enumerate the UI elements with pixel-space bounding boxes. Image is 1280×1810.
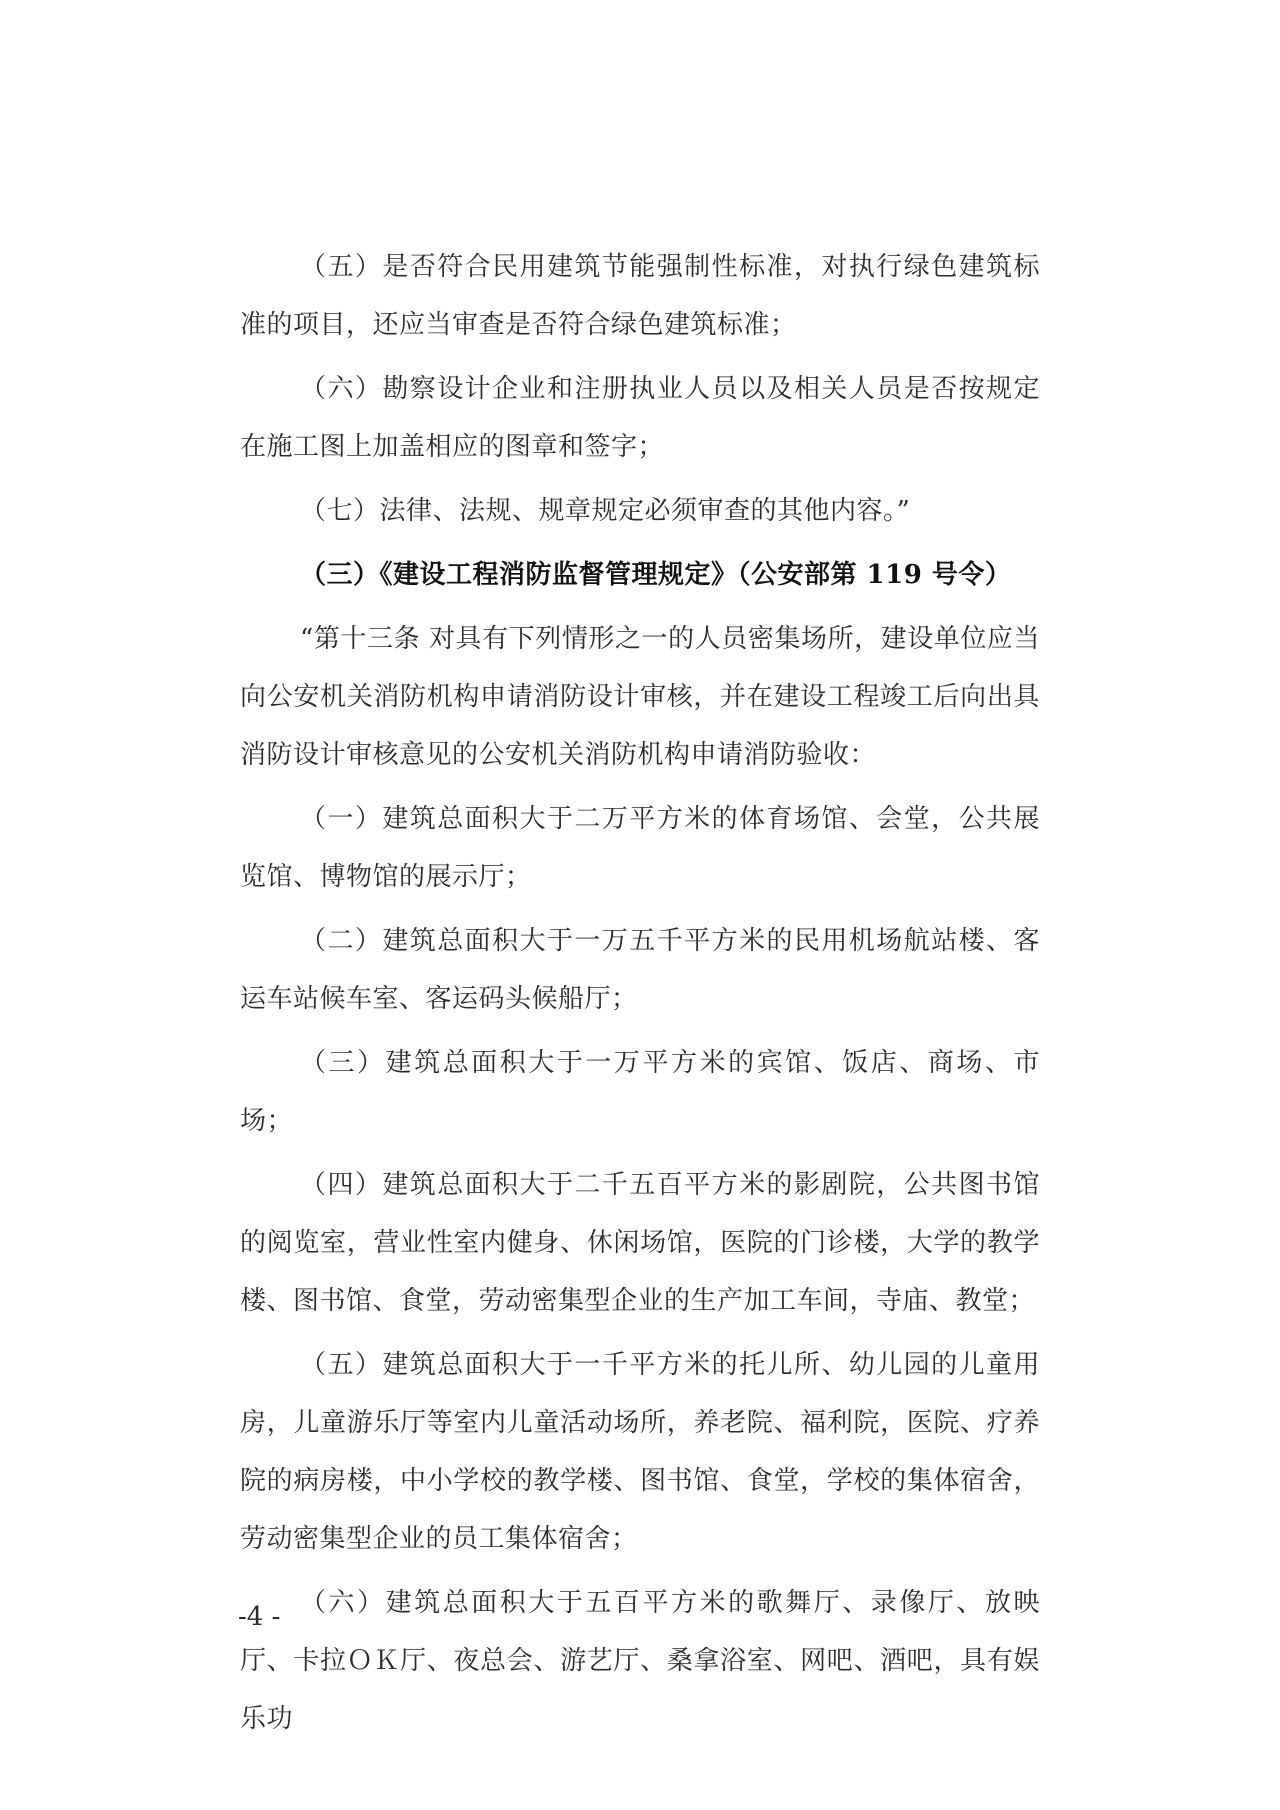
document-body: [240, 238, 1040, 1748]
item-1-stadiums: （一）建筑总面积大于二万平方米的体育场馆、会堂，公共展览馆、博物馆的展示厅；: [240, 804, 1040, 892]
item-3-hotels-markets: （三）建筑总面积大于一万平方米的宾馆、饭店、商场、市场；: [240, 1048, 1040, 1136]
item-2-terminals: （二）建筑总面积大于一万五千平方米的民用机场航站楼、客运车站候车室、客运码头候船厅；: [240, 926, 1040, 1014]
clause-7-other-content: （七）法律、法规、规章规定必须审查的其他内容。”: [300, 496, 911, 526]
item-6-entertainment-venues: （六）建筑总面积大于五百平方米的歌舞厅、录像厅、放映厅、卡拉ＯＫ厅、夜总会、游艺厅、桑拿浴室、网吧、酒吧，具有娱乐功: [240, 1588, 1040, 1734]
item-4-theaters-libraries: （四）建筑总面积大于二千五百平方米的影剧院，公共图书馆的阅览室，营业性室内健身、休闲场馆，医院的门诊楼，大学的教学楼、图书馆、食堂，劳动密集型企业的生产加工车间，寺庙、教堂；: [240, 1170, 1040, 1316]
clause-5-energy-standards: （五）是否符合民用建筑节能强制性标准，对执行绿色建筑标准的项目，还应当审查是否符合绿色建筑标准；: [240, 252, 1040, 340]
clause-6-seals-signatures: （六）勘察设计企业和注册执业人员以及相关人员是否按规定在施工图上加盖相应的图章和签字；: [240, 374, 1040, 462]
item-5-kindergartens-dorms: （五）建筑总面积大于一千平方米的托儿所、幼儿园的儿童用房，儿童游乐厅等室内儿童活动场所，养老院、福利院，医院、疗养院的病房楼，中小学校的教学楼、图书馆、食堂，学校的集体宿舍，劳动密集型企业的员工集体宿舍；: [240, 1350, 1040, 1554]
article-13-intro: “第十三条 对具有下列情形之一的人员密集场所，建设单位应当向公安机关消防机构申请消防设计审核，并在建设工程竣工后向出具消防设计审核意见的公安机关消防机构申请消防验收：: [240, 624, 1040, 770]
section-heading-fire-regulation: （三）《建设工程消防监督管理规定》（公安部第 119 号令）: [300, 560, 1012, 590]
page-number: -4 -: [238, 1602, 281, 1632]
